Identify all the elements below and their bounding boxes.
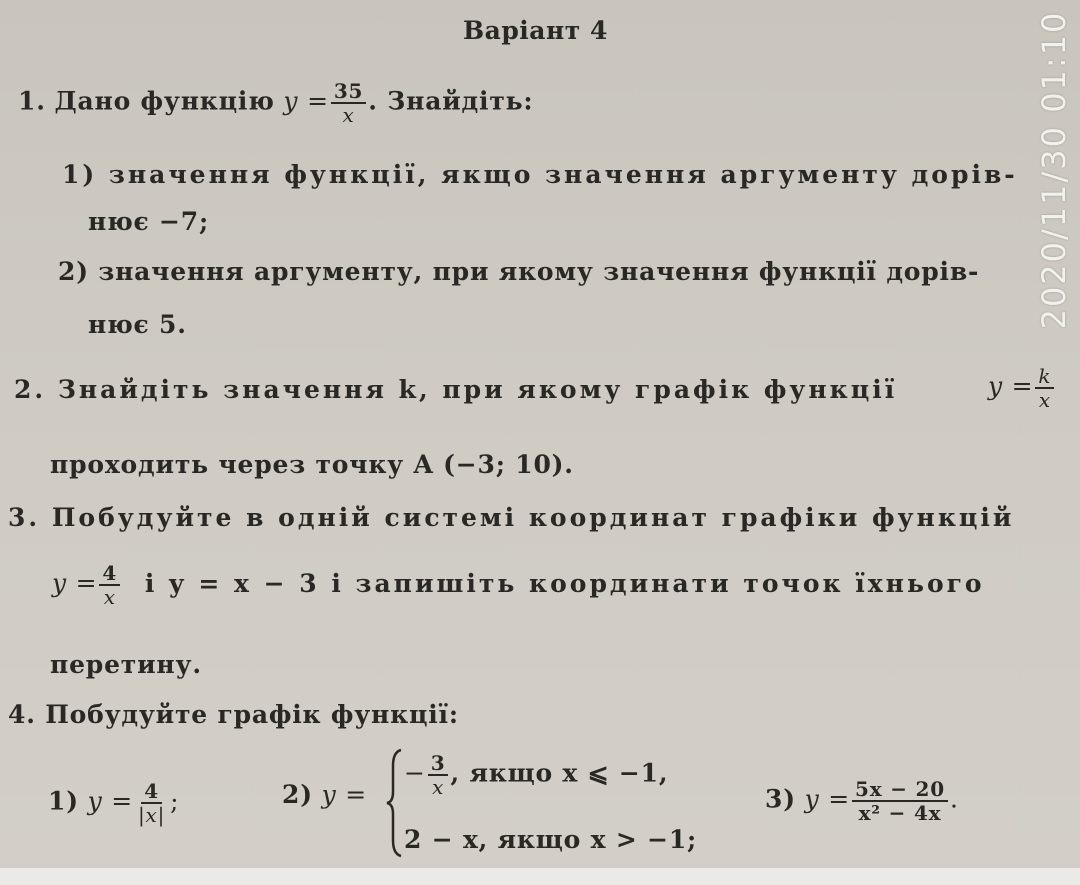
task-3-fraction [99, 562, 120, 608]
task-4-item-2-fraction [428, 752, 449, 798]
task-4-item-1-label: 1) [48, 786, 79, 816]
task-3-denominator: x [103, 585, 116, 609]
task-2-denominator: x [1038, 388, 1051, 412]
task-2-number: 2. [14, 375, 47, 404]
task-2-fraction [1035, 365, 1054, 411]
task-1-fraction [331, 80, 366, 126]
task-2-formula-lhs: y = [988, 371, 1034, 401]
task-4-item-3-denominator: x² − 4x [858, 801, 942, 825]
task-4-item-1-fraction [135, 780, 168, 826]
date-stamp-text: 2020/11/30 01:10 [1035, 10, 1073, 330]
task-4-item-2-case-1 [404, 752, 668, 798]
task-4-item-3-fraction [852, 778, 948, 824]
task-3-line-1 [8, 503, 1014, 532]
task-1-sub-1-line-1: 1) значення функції, якщо значення аргументу дорів- [62, 160, 1018, 189]
task-4-item-1-denominator: |x| [138, 803, 166, 827]
task-3-number: 3. [8, 503, 41, 532]
task-4-item-2-numerator: 3 [428, 752, 449, 776]
task-1-formula-lhs: y = [283, 86, 329, 116]
date-stamp [1034, 0, 1074, 340]
task-4-number: 4. [8, 700, 36, 729]
task-2-numerator: k [1035, 365, 1054, 389]
task-4-item-2-head [282, 780, 367, 809]
curly-brace [385, 748, 405, 858]
task-4-item-1-after: ; [170, 786, 180, 816]
task-4-item-1 [48, 780, 179, 826]
bottom-bar [0, 868, 1080, 885]
task-4-item-3-lhs: y = [804, 784, 850, 814]
task-3-line-3: перетину. [50, 650, 202, 679]
task-4-item-2-lhs: y = [321, 780, 367, 809]
task-3-line-2 [52, 562, 985, 608]
task-4-text: Побудуйте графік функції: [45, 700, 459, 729]
task-1-denominator: x [342, 103, 355, 127]
task-4-line-1 [8, 700, 459, 729]
task-4-item-1-numerator: 4 [141, 780, 162, 804]
task-1-line-1 [18, 80, 533, 126]
task-4-item-2-case-2: 2 − x, якщо x > −1; [404, 825, 698, 854]
task-2-text: Знайдіть значення k, при якому графік функції [57, 375, 898, 404]
task-3-rest: і y = x − 3 і запишіть координати точок їхнього [144, 568, 985, 598]
task-1-after: . Знайдіть: [368, 86, 534, 116]
task-1-numerator: 35 [331, 80, 366, 104]
task-4-item-2-minus: − [404, 758, 426, 788]
task-4-item-2-label: 2) [282, 780, 313, 809]
task-1-sub-2-line-2: нює 5. [88, 310, 187, 339]
task-4-item-3 [765, 778, 959, 824]
task-4-item-2-denominator: x [432, 775, 445, 799]
task-3-formula-lhs: y = [52, 568, 98, 598]
task-1-number: 1. [18, 86, 46, 116]
task-2-line-1 [14, 375, 897, 404]
task-4-item-2-condition-1: , якщо x ⩽ −1, [450, 758, 669, 788]
task-2-line-2: проходить через точку A (−3; 10). [50, 450, 574, 479]
task-4-item-3-after: . [949, 784, 959, 814]
task-3-text: Побудуйте в одній системі координат графіки функцій [51, 503, 1015, 532]
task-4-item-3-label: 3) [765, 784, 796, 814]
task-3-numerator: 4 [99, 562, 120, 586]
task-1-sub-1-line-2: нює −7; [88, 207, 210, 236]
task-4-item-3-numerator: 5x − 20 [852, 778, 948, 802]
task-2-formula [988, 365, 1056, 411]
task-1-intro: Дано функцію [54, 86, 275, 116]
task-4-item-1-lhs: y = [87, 786, 133, 816]
page-title: Варіант 4 [463, 16, 608, 45]
task-1-sub-2-line-1: 2) значення аргументу, при якому значення функції дорів- [58, 257, 980, 286]
